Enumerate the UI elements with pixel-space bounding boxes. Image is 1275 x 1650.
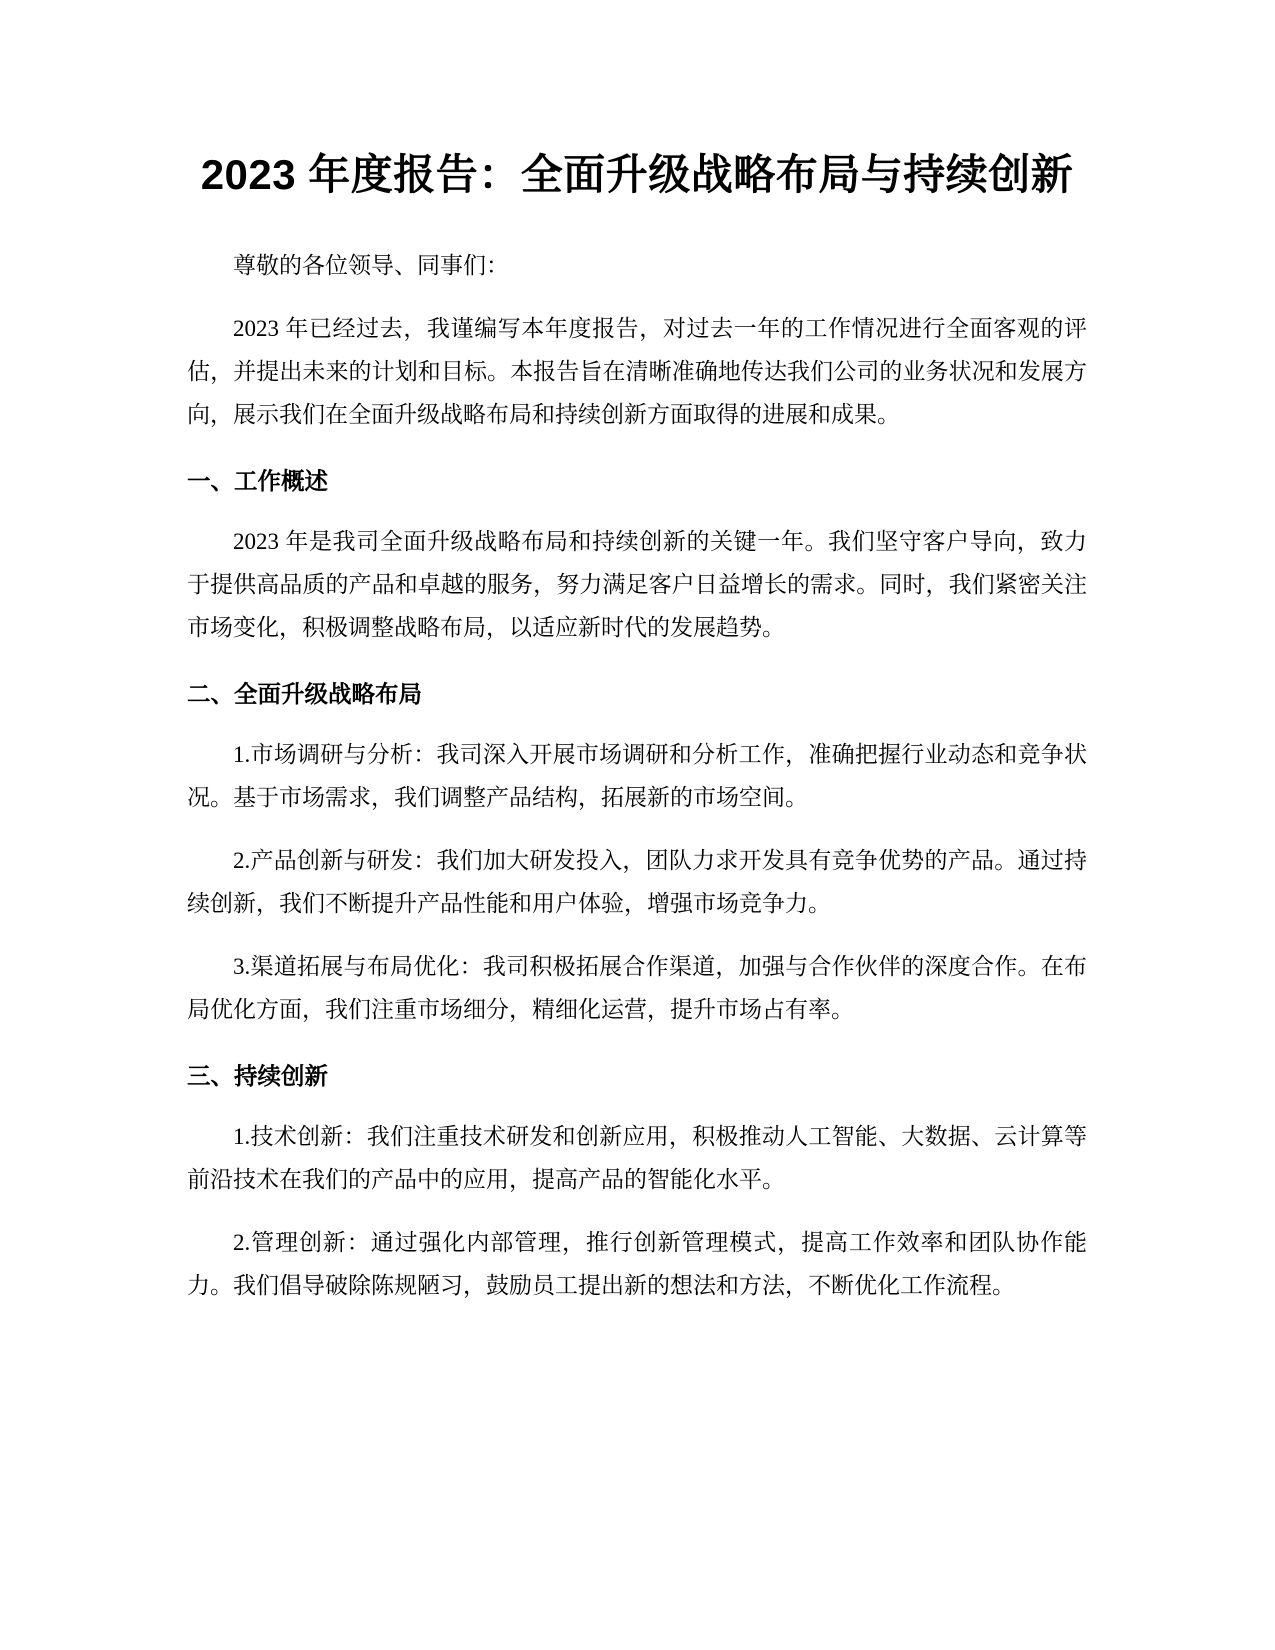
section-heading-strategy: 二、全面升级战略布局: [187, 681, 422, 707]
greeting: 尊敬的各位领导、同事们：: [233, 253, 509, 278]
section-heading-overview: 一、工作概述: [187, 468, 328, 494]
intro-paragraph: 2023 年已经过去，我谨编写本年度报告，对过去一年的工作情况进行全面客观的评估，并提出未来的计划和目标。本报告旨在清晰准确地传达我们公司的业务状况和发展方向，展示我们在全面升级战略布局和持续创新方面取得的进展和成果。: [187, 316, 1087, 427]
report-title: 2023 年度报告：全面升级战略布局与持续创新: [200, 151, 1074, 198]
overview-paragraph: 2023 年是我司全面升级战略布局和持续创新的关键一年。我们坚守客户导向，致力于提供高品质的产品和卓越的服务，努力满足客户日益增长的需求。同时，我们紧密关注市场变化，积极调整战略布局，以适应新时代的发展趋势。: [187, 529, 1087, 640]
strategy-item-product-innovation: 2.产品创新与研发：我们加大研发投入，团队力求开发具有竞争优势的产品。通过持续创新，我们不断提升产品性能和用户体验，增强市场竞争力。: [187, 848, 1087, 916]
innovation-item-management: 2.管理创新：通过强化内部管理，推行创新管理模式，提高工作效率和团队协作能力。我们倡导破除陈规陋习，鼓励员工提出新的想法和方法，不断优化工作流程。: [187, 1230, 1087, 1298]
strategy-item-market-research: 1.市场调研与分析：我司深入开展市场调研和分析工作，准确把握行业动态和竞争状况。基于市场需求，我们调整产品结构，拓展新的市场空间。: [187, 742, 1087, 810]
innovation-item-technology: 1.技术创新：我们注重技术研发和创新应用，积极推动人工智能、大数据、云计算等前沿技术在我们的产品中的应用，提高产品的智能化水平。: [187, 1124, 1087, 1192]
section-heading-innovation: 三、持续创新: [187, 1063, 328, 1089]
document-body: [187, 138, 1087, 1327]
strategy-item-channel-expansion: 3.渠道拓展与布局优化：我司积极拓展合作渠道，加强与合作伙伴的深度合作。在布局优化方面，我们注重市场细分，精细化运营，提升市场占有率。: [187, 954, 1087, 1022]
